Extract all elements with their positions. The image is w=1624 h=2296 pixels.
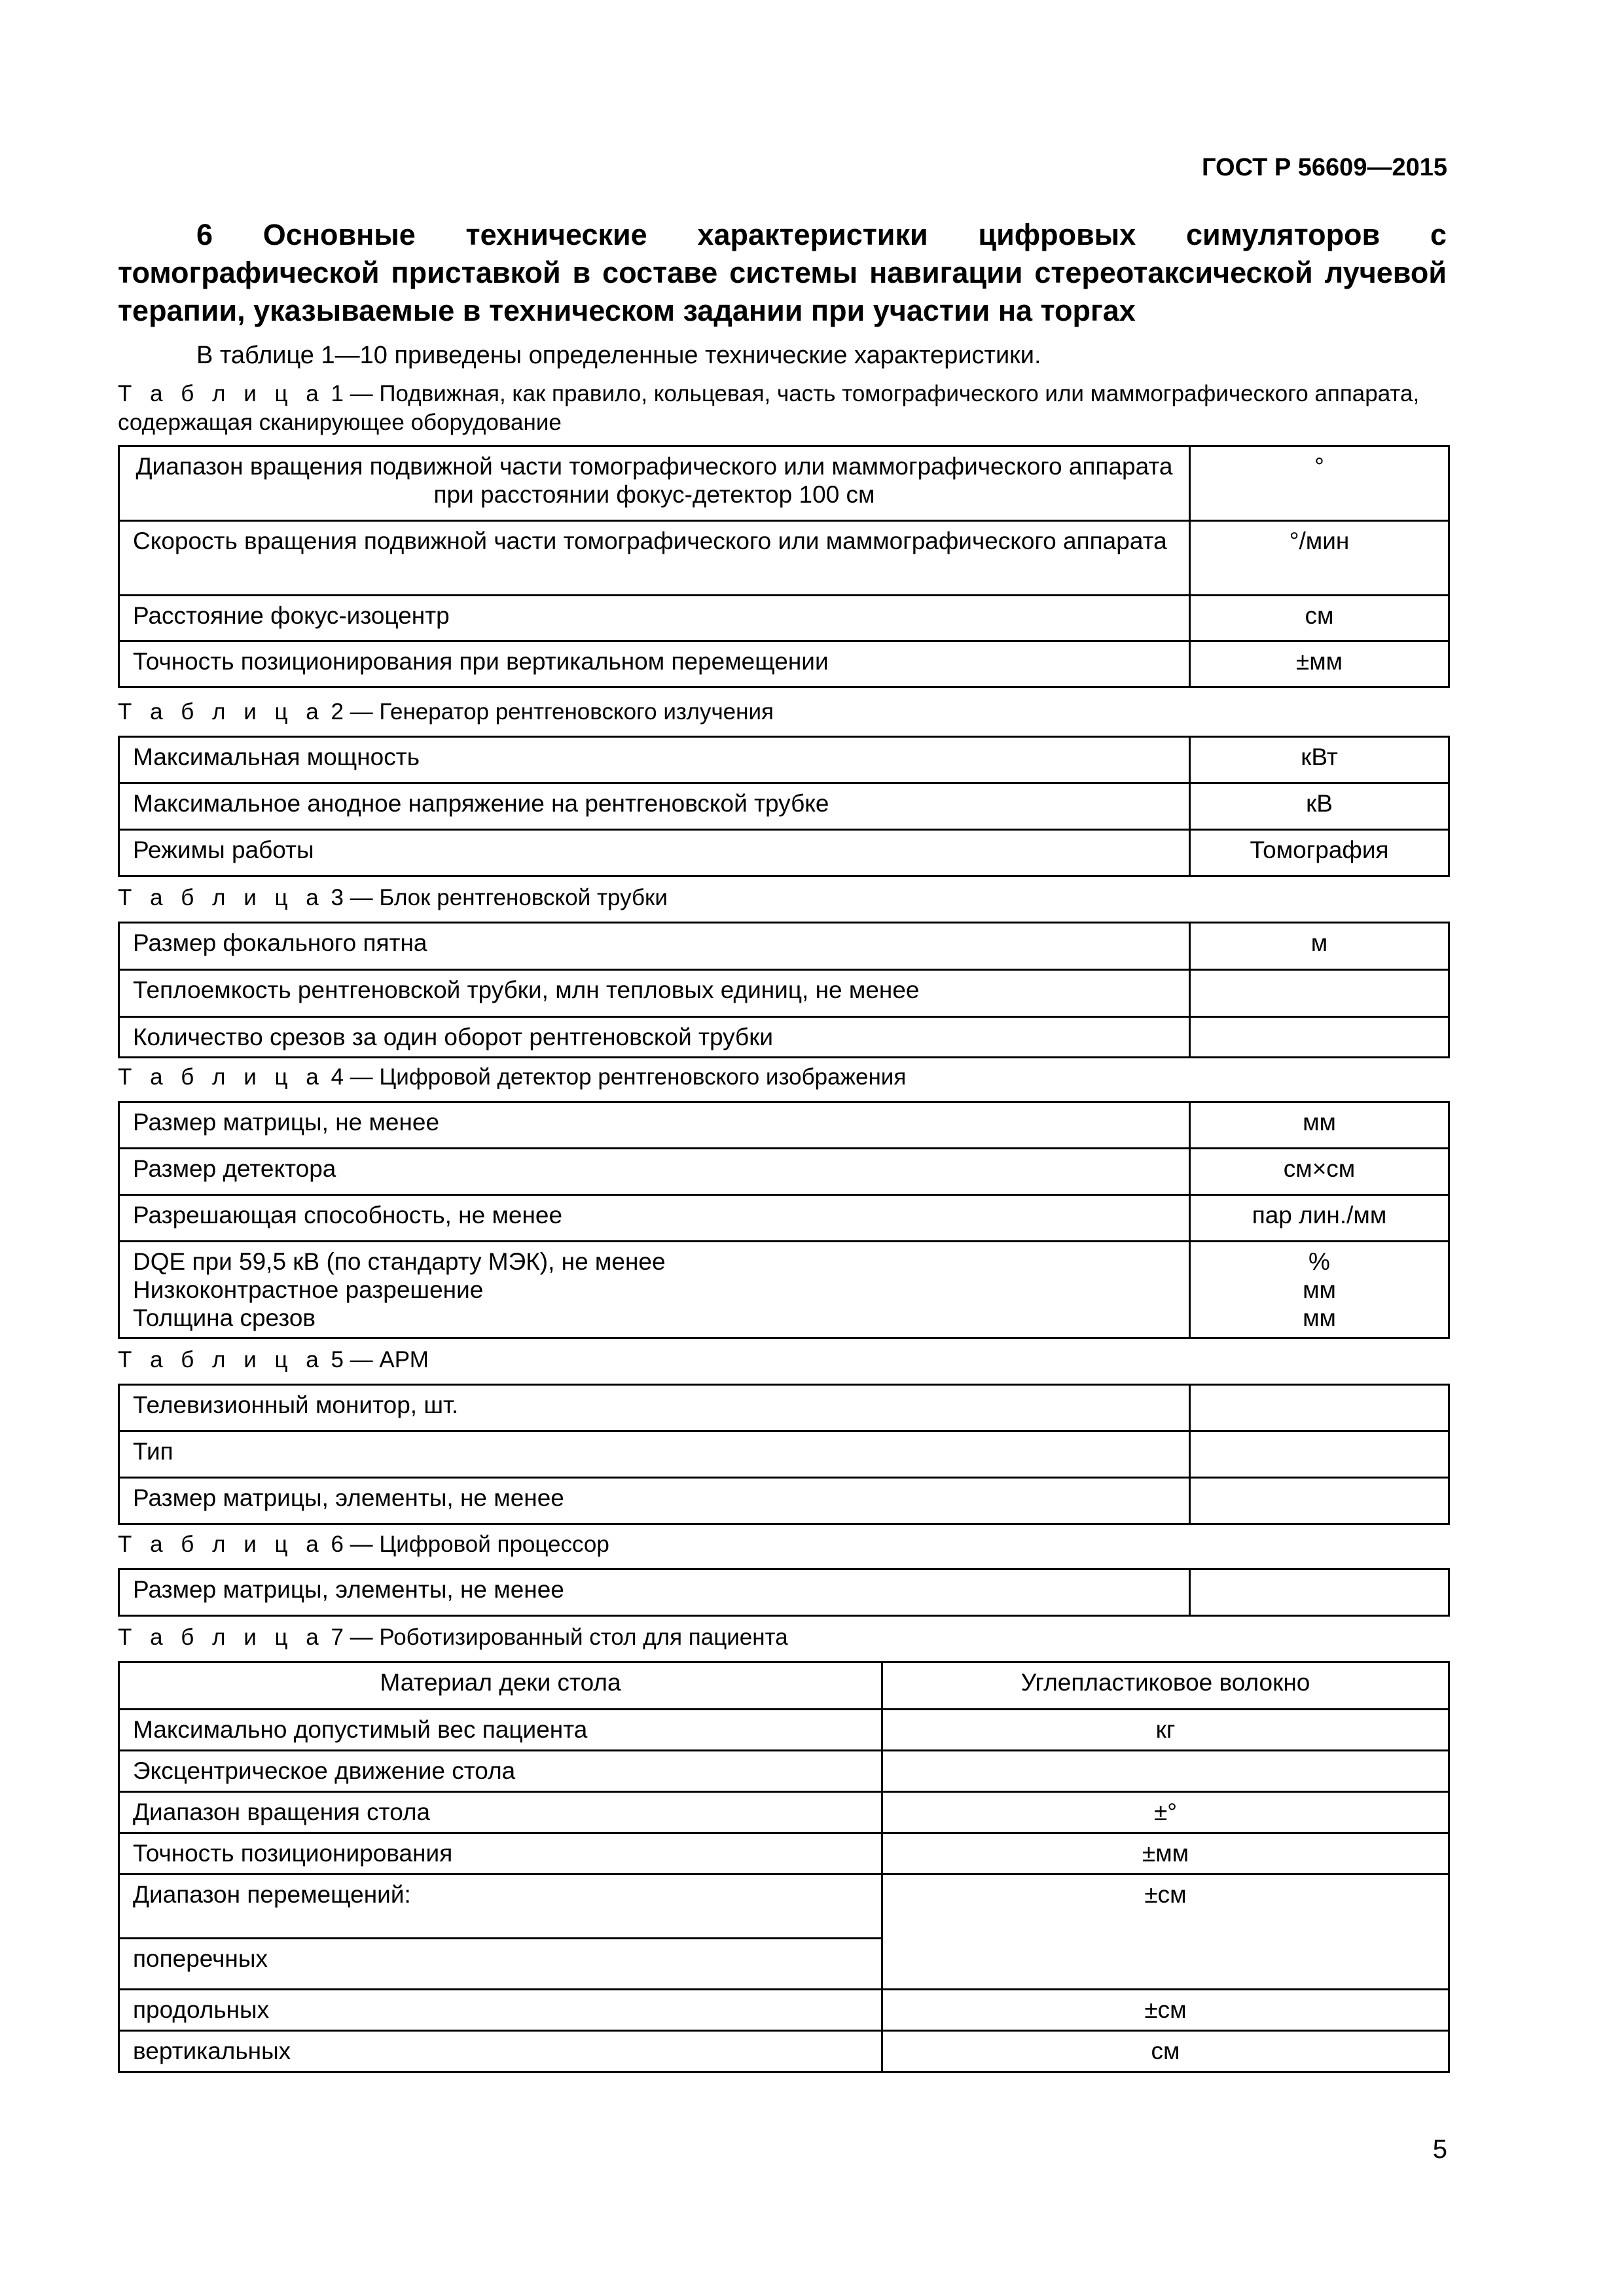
- table-cell-value: ±см: [882, 1874, 1449, 1990]
- table-number: 4: [331, 1064, 344, 1090]
- table-cell-line: мм: [1303, 1304, 1336, 1331]
- table-cell-value: кВт: [1190, 737, 1449, 783]
- table-cell-line: Низкоконтрастное разрешение: [133, 1276, 484, 1303]
- table-caption-prefix: Т а б л и ц а: [118, 885, 325, 910]
- table-cell-value: [1190, 1385, 1449, 1431]
- table-number: 1: [331, 381, 344, 406]
- table-caption-prefix: Т а б л и ц а: [118, 1064, 325, 1090]
- table-row: [119, 1662, 1449, 1710]
- section-heading: 6 Основные технические характеристики цифровых симуляторов с томографической приставкой в составе системы навигации стереотаксической лучевой терапии, указываемые в техническом задании при участии на торгах: [118, 218, 1447, 327]
- table-cell-value: °: [1190, 446, 1449, 521]
- table-cell-label: Количество срезов за один оборот рентгеновской трубки: [119, 1017, 1190, 1058]
- table-row: [119, 1478, 1449, 1524]
- table-5: [118, 1384, 1450, 1525]
- table-row: [119, 1195, 1449, 1242]
- table-row: [119, 830, 1449, 876]
- table-cell-label: Диапазон вращения подвижной части томографического или маммографического аппарата при расстоянии фокус-детектор 100 см: [119, 446, 1190, 521]
- table-row: [119, 970, 1449, 1017]
- table-row: [119, 1751, 1449, 1792]
- table-caption-prefix: Т а б л и ц а: [118, 1624, 325, 1650]
- table-cell-line: мм: [1303, 1276, 1336, 1303]
- table-number: 5: [331, 1347, 344, 1372]
- table-cell-label: Размер фокального пятна: [119, 923, 1190, 970]
- table-caption: [118, 380, 1447, 437]
- table-caption: [118, 698, 1447, 726]
- table-7: [118, 1661, 1450, 2073]
- table-cell-value: ±мм: [882, 1833, 1449, 1874]
- table-cell-value: ±см: [882, 1990, 1449, 2031]
- table-row: [119, 596, 1449, 641]
- table-cell-line: Толщина срезов: [133, 1304, 316, 1331]
- table-cell-label: вертикальных: [119, 2031, 882, 2072]
- table-cell-value: °/мин: [1190, 521, 1449, 596]
- table-title: — АРМ: [350, 1347, 429, 1372]
- table-cell-value: Углепластиковое волокно: [882, 1662, 1449, 1710]
- intro-paragraph: В таблице 1—10 приведены определенные технические характеристики.: [196, 342, 1041, 369]
- table-cell-label: Скорость вращения подвижной части томографического или маммографического аппарата: [119, 521, 1190, 596]
- table-3: [118, 922, 1450, 1058]
- table-cell-value: кг: [882, 1710, 1449, 1751]
- table-row: [119, 1017, 1449, 1058]
- table-row: [119, 1242, 1449, 1338]
- table-caption: [118, 1530, 1447, 1559]
- table-row: [119, 923, 1449, 970]
- table-title: — Роботизированный стол для пациента: [350, 1624, 788, 1650]
- table-row: [119, 1149, 1449, 1195]
- table-cell-label: Телевизионный монитор, шт.: [119, 1385, 1190, 1431]
- table-1: [118, 445, 1450, 688]
- table-caption-prefix: Т а б л и ц а: [118, 381, 325, 406]
- table-cell-label: Диапазон вращения стола: [119, 1792, 882, 1833]
- table-cell-label: Размер матрицы, элементы, не менее: [119, 1478, 1190, 1524]
- table-cell-value: [1190, 1570, 1449, 1616]
- table-cell-value: [1190, 1478, 1449, 1524]
- table-cell-value: [1190, 970, 1449, 1017]
- table-cell-value: м: [1190, 923, 1449, 970]
- table-row: [119, 2031, 1449, 2072]
- table-cell-line: DQE при 59,5 кВ (по стандарту МЭК), не менее: [133, 1248, 666, 1275]
- table-row: [119, 1833, 1449, 1874]
- table-cell-value: см: [882, 2031, 1449, 2072]
- table-cell-value: [1190, 1017, 1449, 1058]
- table-number: 2: [331, 699, 344, 725]
- table-caption: [118, 1063, 1447, 1092]
- table-cell-value: см: [1190, 596, 1449, 641]
- table-number: 6: [331, 1532, 344, 1557]
- table-title: — Генератор рентгеновского излучения: [350, 699, 774, 725]
- table-cell-label: Расстояние фокус-изоцентр: [119, 596, 1190, 641]
- table-cell-line: %: [1308, 1248, 1330, 1275]
- table-4: [118, 1101, 1450, 1339]
- table-title: — Цифровой детектор рентгеновского изображения: [350, 1064, 907, 1090]
- table-row: [119, 1102, 1449, 1149]
- table-cell-label: [119, 1242, 1190, 1338]
- table-caption-prefix: Т а б л и ц а: [118, 1347, 325, 1372]
- table-cell-label: Эксцентрическое движение стола: [119, 1751, 882, 1792]
- table-cell-value: [882, 1751, 1449, 1792]
- page-number: 5: [1432, 2135, 1447, 2164]
- table-row: [119, 737, 1449, 783]
- table-title: — Блок рентгеновской трубки: [350, 885, 668, 910]
- table-6: [118, 1568, 1450, 1617]
- table-cell-label: продольных: [119, 1990, 882, 2031]
- table-cell-label: Точность позиционирования при вертикальном перемещении: [119, 641, 1190, 687]
- table-row: [119, 1792, 1449, 1833]
- table-cell-value: мм: [1190, 1102, 1449, 1149]
- document-code: ГОСТ Р 56609—2015: [1202, 154, 1447, 181]
- table-caption: [118, 1346, 1447, 1374]
- table-cell-label: Размер матрицы, элементы, не менее: [119, 1570, 1190, 1616]
- table-row: [119, 783, 1449, 830]
- table-cell-label: Максимально допустимый вес пациента: [119, 1710, 882, 1751]
- table-cell-label: Точность позиционирования: [119, 1833, 882, 1874]
- table-row: [119, 1710, 1449, 1751]
- table-cell-label: поперечных: [119, 1939, 882, 1990]
- table-cell-label: Теплоемкость рентгеновской трубки, млн тепловых единиц, не менее: [119, 970, 1190, 1017]
- table-caption: [118, 1623, 1447, 1652]
- table-row: [119, 1431, 1449, 1478]
- table-title: — Цифровой процессор: [350, 1532, 609, 1557]
- table-cell-label: Размер матрицы, не менее: [119, 1102, 1190, 1149]
- table-cell-label: Диапазон перемещений:: [119, 1874, 882, 1939]
- table-cell-value: Томография: [1190, 830, 1449, 876]
- table-cell-value: [1190, 1242, 1449, 1338]
- table-2: [118, 736, 1450, 877]
- table-cell-label: Режимы работы: [119, 830, 1190, 876]
- table-cell-value: пар лин./мм: [1190, 1195, 1449, 1242]
- table-cell-label: Материал деки стола: [119, 1662, 882, 1710]
- table-cell-label: Разрешающая способность, не менее: [119, 1195, 1190, 1242]
- table-row: [119, 1385, 1449, 1431]
- table-cell-value: [1190, 1431, 1449, 1478]
- table-cell-label: Максимальная мощность: [119, 737, 1190, 783]
- table-row: [119, 641, 1449, 687]
- table-cell-label: Тип: [119, 1431, 1190, 1478]
- table-title: — Подвижная, как правило, кольцевая, часть томографического или маммографического аппарата, содержащая сканирующее оборудование: [118, 381, 1420, 435]
- table-caption: [118, 884, 1447, 912]
- table-cell-value: кВ: [1190, 783, 1449, 830]
- table-cell-label: Размер детектора: [119, 1149, 1190, 1195]
- table-number: 7: [331, 1624, 344, 1650]
- table-cell-value: ±°: [882, 1792, 1449, 1833]
- table-row: [119, 446, 1449, 521]
- table-caption-prefix: Т а б л и ц а: [118, 699, 325, 725]
- table-row: [119, 521, 1449, 596]
- table-cell-value: ±мм: [1190, 641, 1449, 687]
- table-row: [119, 1570, 1449, 1616]
- table-row: [119, 1874, 1449, 1939]
- table-caption-prefix: Т а б л и ц а: [118, 1532, 325, 1557]
- table-cell-label: Максимальное анодное напряжение на рентгеновской трубке: [119, 783, 1190, 830]
- table-cell-value: см×см: [1190, 1149, 1449, 1195]
- table-row: [119, 1990, 1449, 2031]
- table-number: 3: [331, 885, 344, 910]
